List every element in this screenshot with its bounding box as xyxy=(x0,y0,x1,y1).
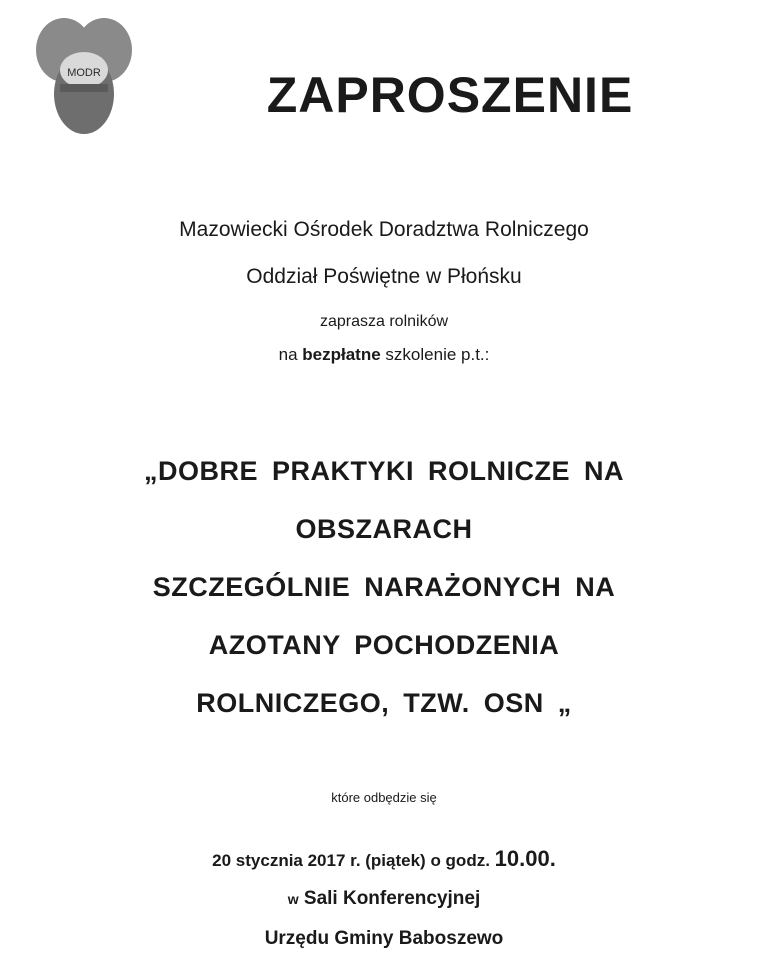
training-free-label: bezpłatne xyxy=(302,345,381,364)
logo-text: MODR xyxy=(67,67,101,79)
event-place-line2: Urzędu Gminy Baboszewo xyxy=(264,928,504,949)
organizer-name: Mazowiecki Ośrodek Doradztwa Rolniczego xyxy=(179,218,589,241)
event-time: 10.00. xyxy=(494,846,556,871)
event-place-hall: Sali Konferencyjnej xyxy=(303,888,481,909)
event-date xyxy=(0,846,768,872)
modr-logo xyxy=(36,10,132,136)
organizer-branch: Oddział Poświętne w Płońsku xyxy=(246,265,522,288)
training-prefix: na xyxy=(278,345,298,364)
logo-band xyxy=(60,84,108,92)
topic-line: AZOTANY POCHODZENIA xyxy=(208,630,560,660)
event-place-line1 xyxy=(0,888,768,910)
page-title: ZAPROSZENIE xyxy=(266,67,634,123)
topic-line: OBSZARACH xyxy=(295,514,473,544)
event-place-prefix: w xyxy=(287,891,299,907)
training-suffix: szkolenie p.t.: xyxy=(385,345,490,364)
topic-line: SZCZEGÓLNIE NARAŻONYCH NA xyxy=(152,572,616,602)
topic-line: ROLNICZEGO, TZW. OSN „ xyxy=(196,688,572,718)
invitation-text: zaprasza rolników xyxy=(319,313,449,330)
event-date-text: 20 stycznia 2017 r. (piątek) o godz. xyxy=(212,851,490,870)
topic-line: „DOBRE PRAKTYKI ROLNICZE NA xyxy=(143,456,624,486)
event-intro: które odbędzie się xyxy=(331,790,437,805)
training-line xyxy=(0,345,768,365)
training-topic xyxy=(0,442,768,732)
